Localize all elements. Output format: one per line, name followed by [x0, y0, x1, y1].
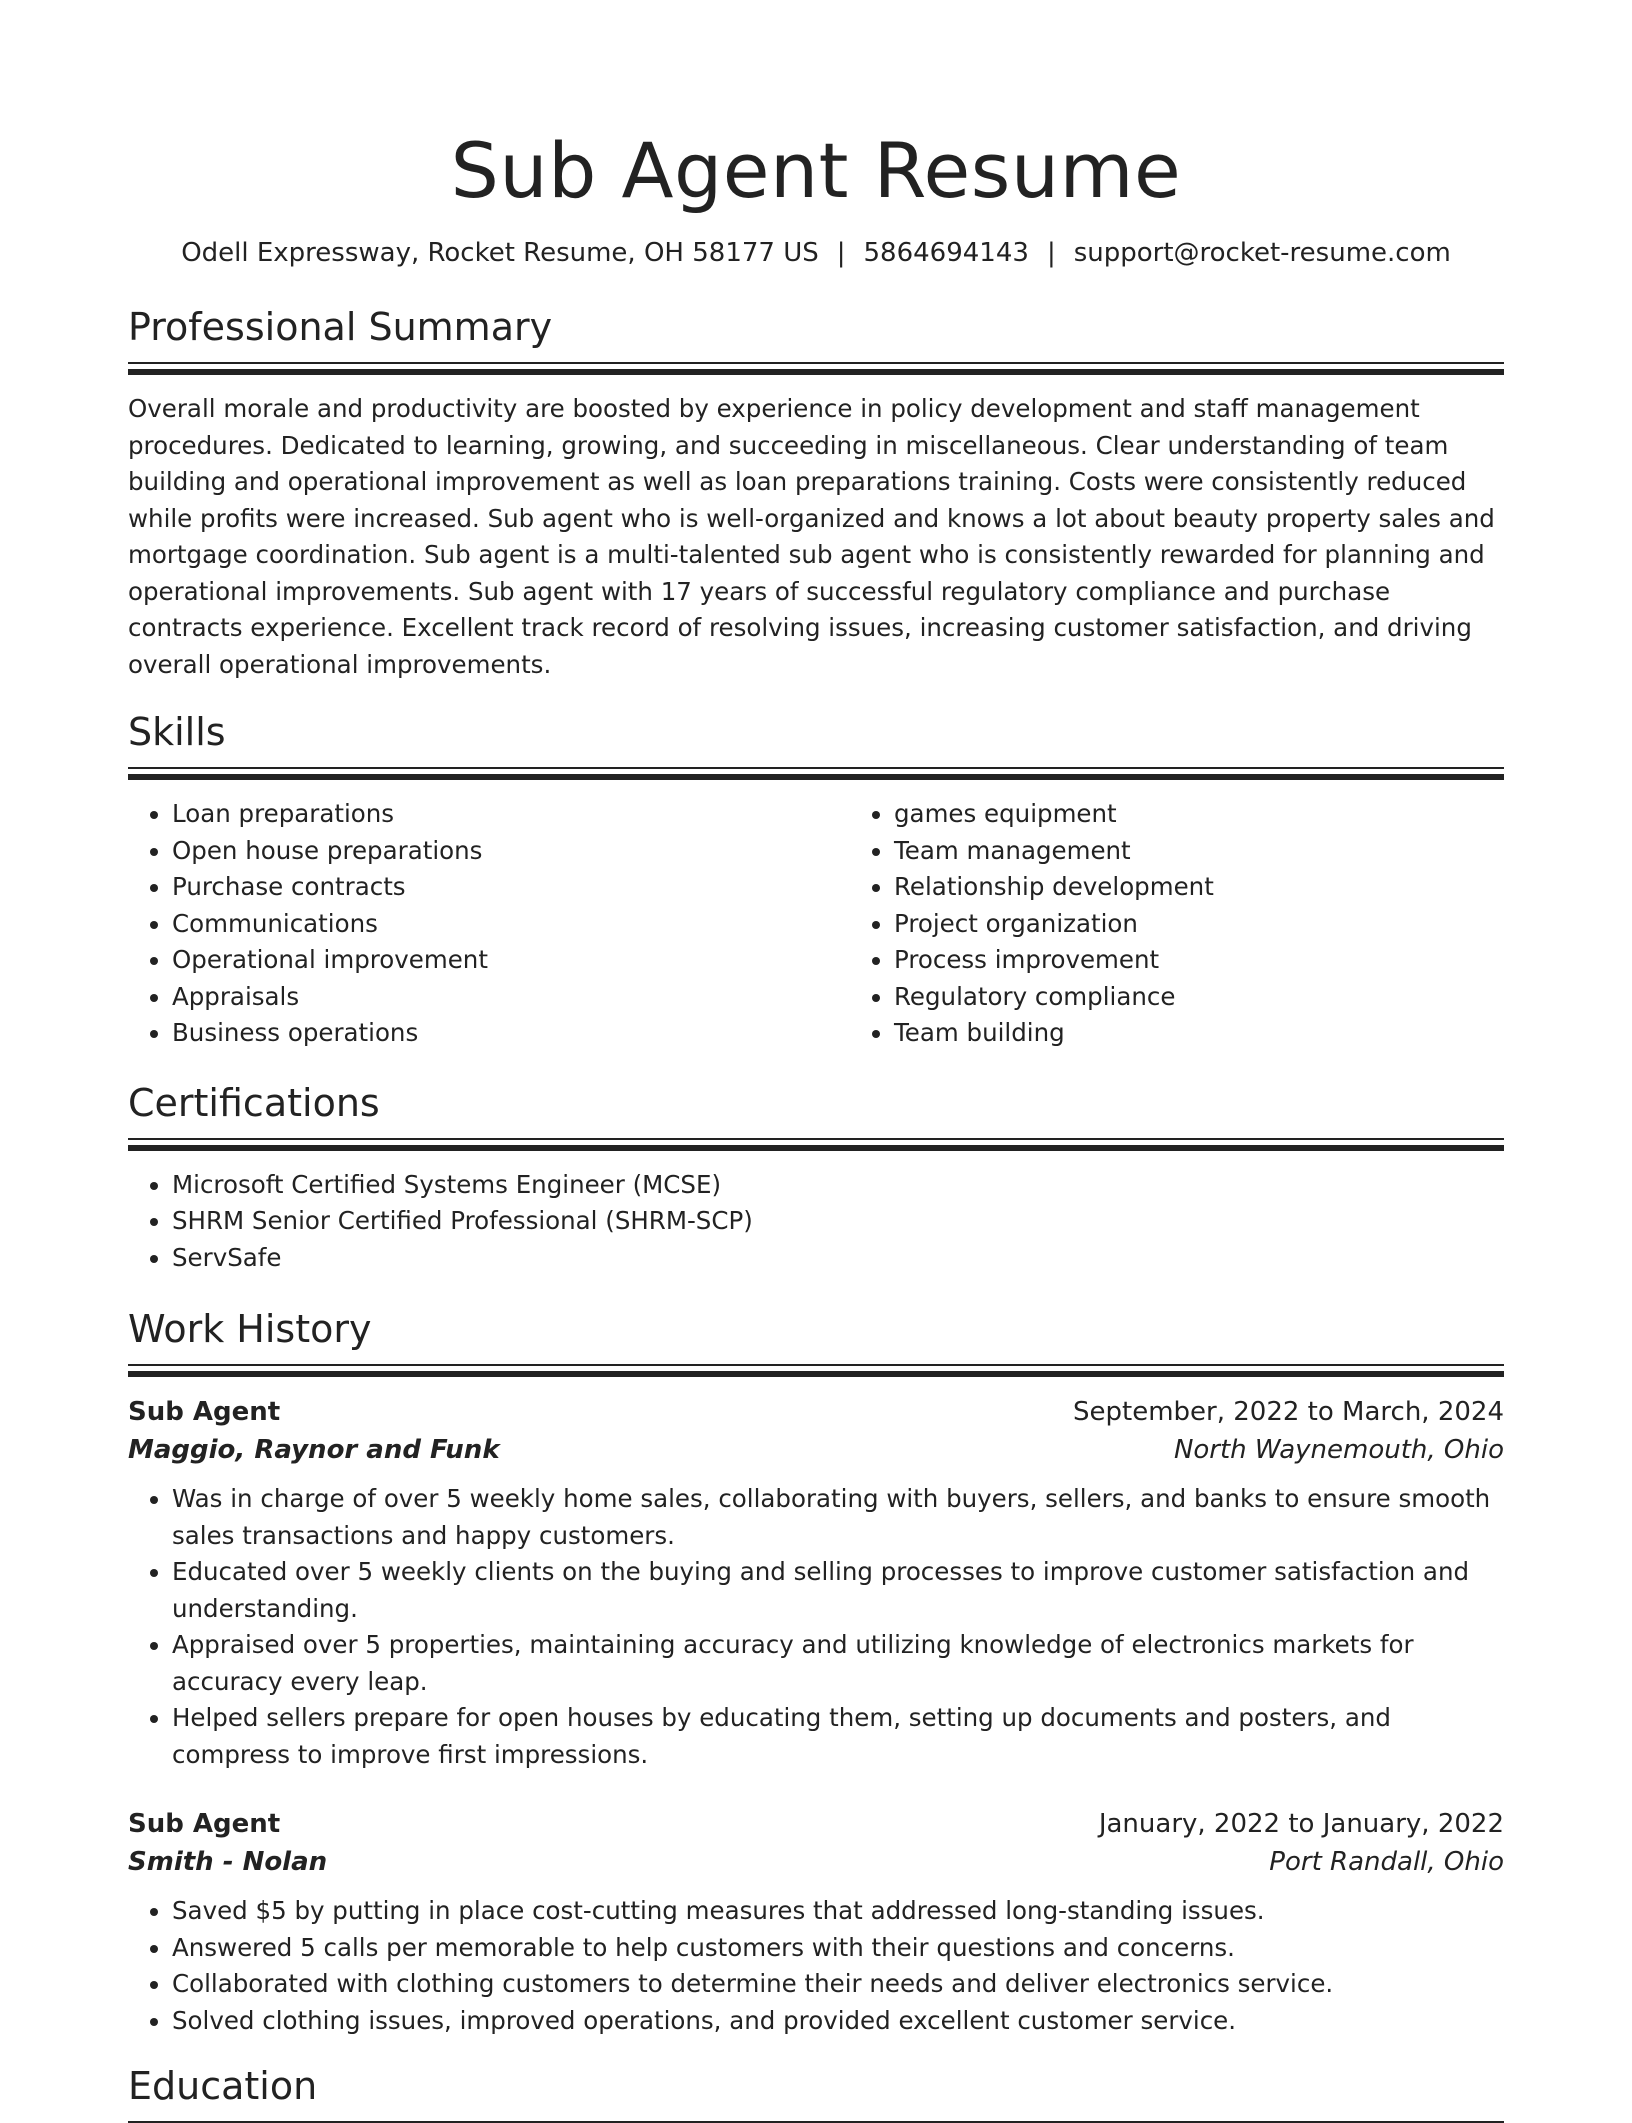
job-header: [128, 1393, 1504, 1431]
skills-columns: [128, 796, 1504, 1052]
skill-item: • Communications: [172, 906, 850, 943]
skill-item: • Team building: [894, 1015, 1214, 1052]
job-bullet: • Collaborated with clothing customers to determine their needs and deliver electronics service.: [172, 1966, 1504, 2003]
job-location: Port Randall, Ohio: [1269, 1847, 1504, 1877]
job-dates: September, 2022 to March, 2024: [1073, 1397, 1504, 1427]
contact-email[interactable]: support@rocket-resume.com: [1073, 238, 1451, 268]
job-entry: [128, 1393, 1504, 1773]
skill-item: • Relationship development: [894, 869, 1214, 906]
section-divider-thick: [128, 1371, 1504, 1377]
job-bullets: [128, 1893, 1504, 2039]
job-bullet: • Solved clothing issues, improved operations, and provided excellent customer service.: [172, 2003, 1504, 2040]
job-company: Smith - Nolan: [128, 1847, 328, 1877]
certifications-heading: Certifications: [128, 1080, 380, 1125]
job-subheader: [128, 1431, 1504, 1469]
section-divider: [128, 362, 1504, 364]
skill-item: • Purchase contracts: [172, 869, 850, 906]
summary-heading: Professional Summary: [128, 305, 553, 349]
section-divider-thick: [128, 369, 1504, 375]
skills-list-right: [850, 796, 1214, 1052]
job-bullet: • Was in charge of over 5 weekly home sales, collaborating with buyers, sellers, and banks to ensure smooth sales transactions and happy customers.: [172, 1481, 1504, 1554]
skills-section: [128, 709, 1504, 1052]
section-divider: [128, 1138, 1504, 1140]
education-section: [128, 2063, 1504, 2123]
job-bullet: • Appraised over 5 properties, maintaining accuracy and utilizing knowledge of electronics markets for accuracy every leap.: [172, 1627, 1504, 1700]
resume-page: [128, 0, 1504, 2123]
certifications-list: [128, 1167, 1504, 1277]
skill-item: • Project organization: [894, 906, 1214, 943]
section-divider: [128, 1364, 1504, 1366]
job-bullet: • Educated over 5 weekly clients on the buying and selling processes to improve customer satisfaction and understanding.: [172, 1554, 1504, 1627]
education-heading: Education: [128, 2064, 318, 2108]
section-divider: [128, 767, 1504, 769]
work-history-section: [128, 1306, 1504, 2039]
job-header: [128, 1805, 1504, 1843]
job-location: North Waynemouth, Ohio: [1173, 1435, 1504, 1465]
certification-item: • SHRM Senior Certified Professional (SHRM-SCP): [172, 1203, 1504, 1240]
certification-item: • ServSafe: [172, 1240, 1504, 1277]
job-bullet: • Saved $5 by putting in place cost-cutting measures that addressed long-standing issues.: [172, 1893, 1504, 1930]
section-divider-thick: [128, 774, 1504, 780]
contact-separator: |: [836, 238, 846, 268]
job-title: Sub Agent: [128, 1809, 281, 1839]
skills-list-left: [128, 796, 850, 1052]
contact-phone: 5864694143: [863, 238, 1029, 268]
skill-item: • Appraisals: [172, 979, 850, 1016]
job-bullet: • Answered 5 calls per memorable to help customers with their questions and concerns.: [172, 1930, 1504, 1967]
job-title: Sub Agent: [128, 1397, 281, 1427]
certification-item: • Microsoft Certified Systems Engineer (MCSE): [172, 1167, 1504, 1204]
resume-title: Sub Agent Resume: [450, 126, 1182, 215]
contact-line: [128, 236, 1504, 270]
summary-section: [128, 304, 1504, 683]
skill-item: • Open house preparations: [172, 833, 850, 870]
contact-separator: |: [1046, 238, 1056, 268]
contact-address: Odell Expressway, Rocket Resume, OH 58177 US: [181, 238, 819, 268]
job-bullets: [128, 1481, 1504, 1773]
skill-item: • Business operations: [172, 1015, 850, 1052]
job-subheader: [128, 1843, 1504, 1881]
section-divider-thick: [128, 1145, 1504, 1151]
work-history-heading: Work History: [128, 1307, 372, 1351]
skill-item: • Operational improvement: [172, 942, 850, 979]
skill-item: • games equipment: [894, 796, 1214, 833]
job-bullet: • Helped sellers prepare for open houses by educating them, setting up documents and posters, and compress to improve first impressions.: [172, 1700, 1504, 1773]
skill-item: • Regulatory compliance: [894, 979, 1214, 1016]
certifications-section: [128, 1080, 1504, 1277]
skill-item: • Loan preparations: [172, 796, 850, 833]
job-dates: January, 2022 to January, 2022: [1098, 1809, 1504, 1839]
skill-item: • Team management: [894, 833, 1214, 870]
skill-item: • Process improvement: [894, 942, 1214, 979]
summary-text: Overall morale and productivity are boosted by experience in policy development and staff management procedures. Dedicated to learning, growing, and succeeding in miscellaneous. Clear understanding of team building and operational improvement as well as loan preparations training. Costs were consistently reduced while profits were increased. Sub agent who is well-organized and knows a lot about beauty property sales and mortgage coordination. Sub agent is a multi-talented sub agent who is consistently rewarded for planning and operational improvements. Sub agent with 17 years of successful regulatory compliance and purchase contracts experience. Excellent track record of resolving issues, increasing customer satisfaction, and driving overall operational improvements.: [128, 394, 1495, 679]
skills-heading: Skills: [128, 710, 226, 754]
job-entry: [128, 1805, 1504, 2039]
job-company: Maggio, Raynor and Funk: [128, 1435, 500, 1465]
